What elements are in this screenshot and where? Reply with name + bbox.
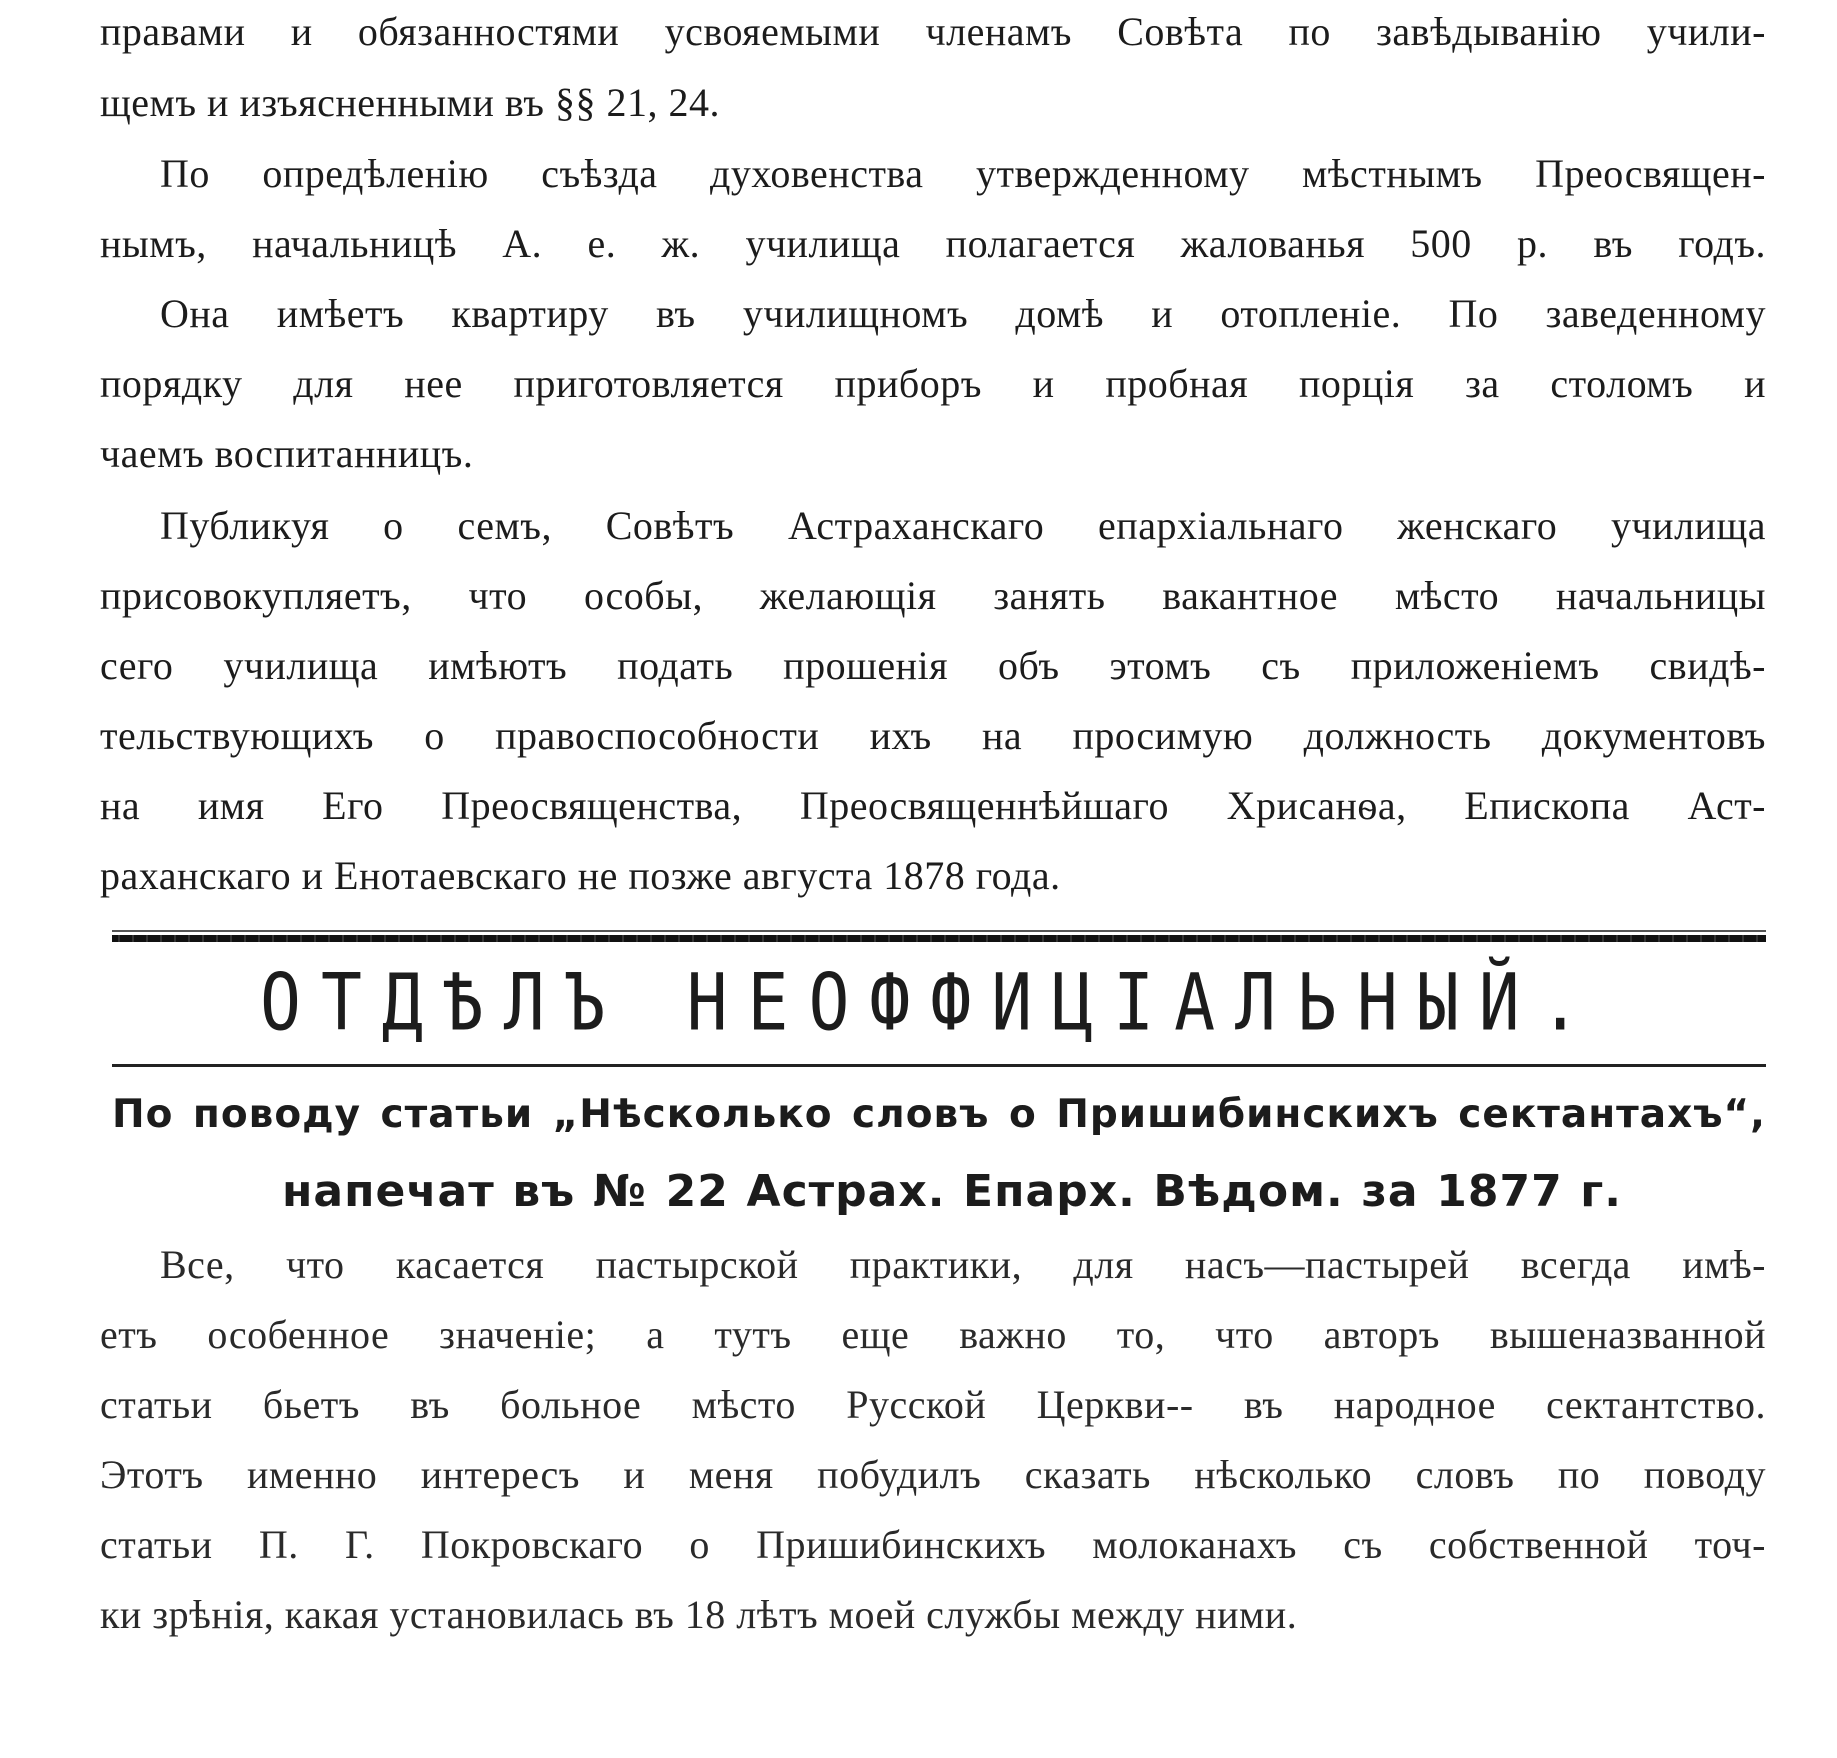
- text-line: правами и обязанностями усвояемыми членамъ Совѣта по завѣдыванію учили-: [100, 9, 1766, 54]
- text-line: чаемъ воспитанницъ.: [100, 431, 474, 476]
- text-line: на имя Его Преосвященства, Преосвященнѣйшаго Хрисанѳа, Епископа Аст-: [100, 783, 1766, 828]
- text-line: присовокупляетъ, что особы, желающія занять вакантное мѣсто начальницы: [100, 573, 1766, 618]
- text-line: сего училища имѣютъ подать прошенія объ этомъ съ приложеніемъ свидѣ-: [100, 643, 1766, 688]
- text-line: порядку для нее приготовляется приборъ и пробная порція за столомъ и: [100, 361, 1766, 406]
- divider-rule: [112, 930, 1766, 932]
- divider-rule-thick: [112, 935, 1766, 942]
- article-heading-line: напечат въ № 22 Астрах. Епарх. Вѣдом. за 1877 г.: [282, 1166, 1622, 1217]
- paragraph-start: По опредѣленію съѣзда духовенства утвержденному мѣстнымъ Преосвящен-: [160, 151, 1766, 196]
- text-line: тельствующихъ о правоспособности ихъ на просимую должность документовъ: [100, 713, 1766, 758]
- text-line: ки зрѣнія, какая установилась въ 18 лѣтъ моей службы между ними.: [100, 1592, 1298, 1637]
- paragraph-start: Публикуя о семъ, Совѣтъ Астраханскаго епархіальнаго женскаго училища: [160, 503, 1766, 548]
- paragraph-start: Все, что касается пастырской практики, для насъ—пастырей всегда имѣ-: [160, 1242, 1766, 1287]
- section-title: ОТДѢЛЪ НЕОФФИЦІАЛЬНЫЙ.: [260, 958, 1601, 1049]
- text-line: статьи бьетъ въ больное мѣсто Русской Церкви-- въ народное сектантство.: [100, 1382, 1766, 1427]
- text-line: статьи П. Г. Покровскаго о Пришибинскихъ молоканахъ съ собственной точ-: [100, 1522, 1766, 1567]
- article-heading-line: По поводу статьи „Нѣсколько словъ о Пришибинскихъ сектантахъ“,: [112, 1092, 1766, 1137]
- text-line: Она имѣетъ квартиру въ училищномъ домѣ и отопленіе. По заведенному: [160, 291, 1766, 336]
- text-line: Этотъ именно интересъ и меня побудилъ сказать нѣсколько словъ по поводу: [100, 1452, 1766, 1497]
- text-line: раханскаго и Енотаевскаго не позже августа 1878 года.: [100, 853, 1061, 898]
- text-line: щемъ и изъясненными въ §§ 21, 24.: [100, 80, 720, 125]
- text-line: етъ особенное значеніе; а тутъ еще важно то, что авторъ вышеназванной: [100, 1312, 1766, 1357]
- divider-rule: [112, 1064, 1766, 1067]
- text-line: нымъ, начальницѣ А. е. ж. училища полагается жалованья 500 р. въ годъ.: [100, 221, 1766, 266]
